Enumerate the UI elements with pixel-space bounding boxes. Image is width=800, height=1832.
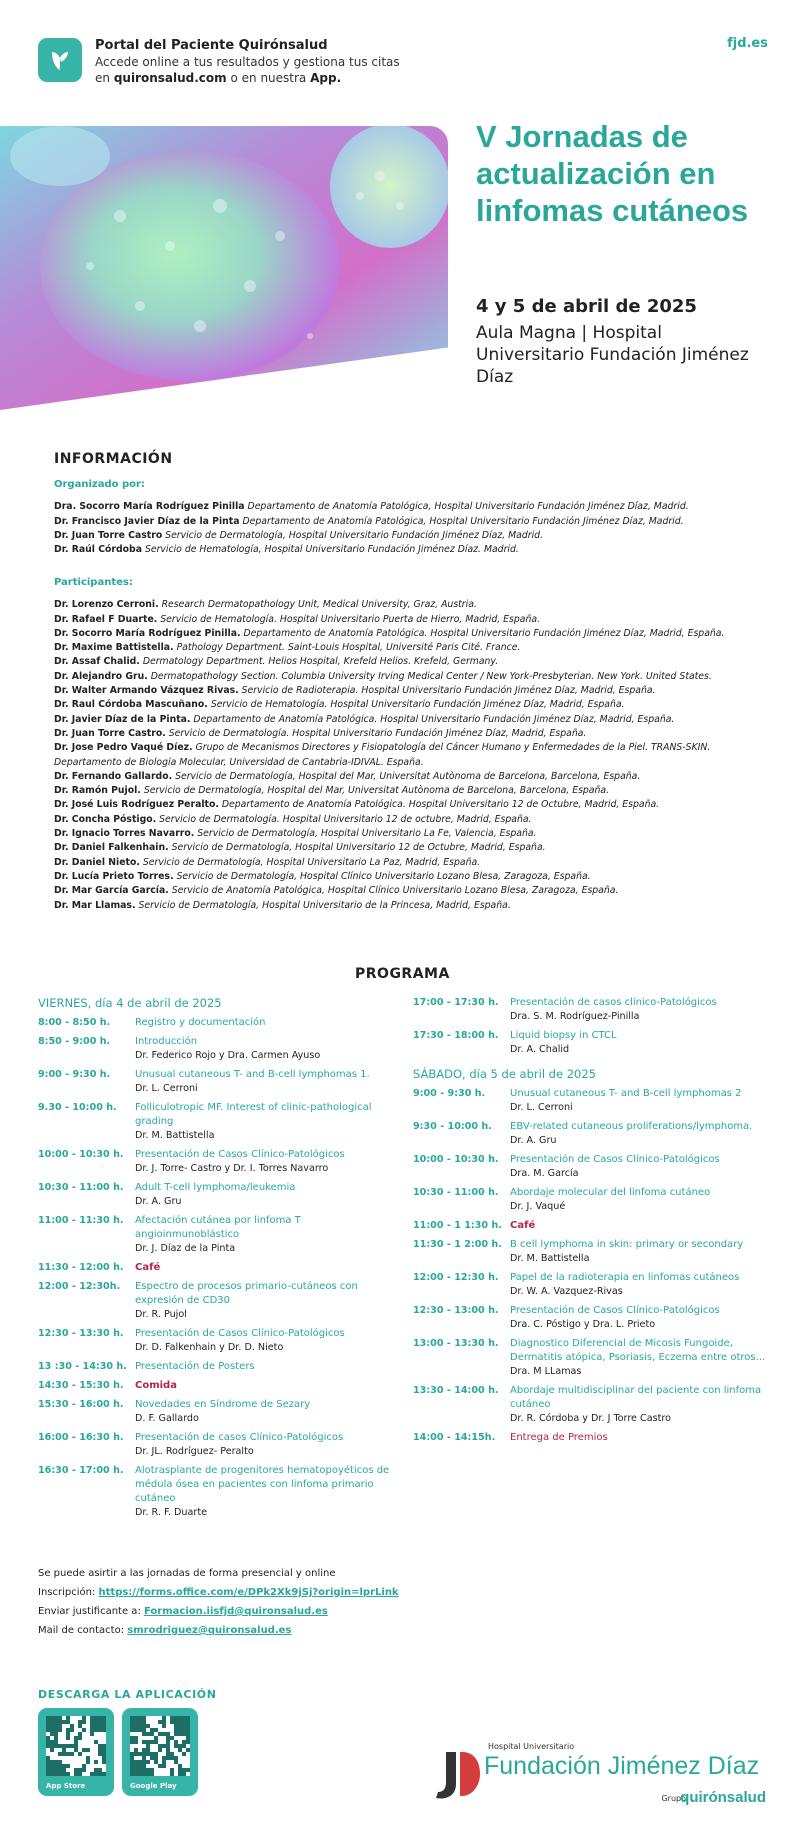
program-desc [510,1029,773,1057]
program-title: Novedades en Síndrome de Sezary [135,1399,311,1410]
person-name: Dr. Jose Pedro Vaqué Díez. [54,742,193,754]
person-name: Dr. Mar Llamas. [54,899,136,911]
program-desc [510,1304,773,1332]
person-affiliation: Servicio de Dermatología, Hospital Universitario Fundación Jiménez Díaz, Madrid. [165,529,544,541]
program-item [413,1238,773,1266]
person-affiliation: Servicio de Dermatología, Hospital Universitario La Paz, Madrid, España. [142,856,481,868]
quironsalud-brand: quirónsalud [680,1789,766,1806]
program-desc [135,1280,398,1322]
program-item [38,1016,398,1030]
program-item [413,996,773,1024]
program-time: 8:00 - 8:50 h. [38,1017,111,1028]
person-row [54,655,774,669]
participants-label: Participantes: [54,577,133,588]
justify-row: Enviar justificante a: Formacion.iisfjd@quironsalud.es [38,1606,328,1617]
program-speaker: Dra. S. M. Rodríguez-Pinilla [510,1011,640,1022]
program-speaker: Dr. M. Battistella [510,1253,590,1264]
hospital-name: Fundación Jiménez Díaz [484,1752,760,1780]
program-time: 13:30 - 14:00 h. [413,1385,499,1396]
portal-title: Portal del Paciente Quirónsalud [95,38,328,53]
program-time: 10:30 - 11:00 h. [413,1187,499,1198]
person-affiliation: Pathology Department. Saint-Louis Hospital, Université Paris Cité. France. [176,642,521,654]
person-name: Dra. Socorro María Rodríguez Pinilla [54,501,245,513]
person-row [54,899,774,913]
person-affiliation: Servicio de Dermatología. Hospital Universitario Fundación Jiménez Díaz, Madrid, España. [168,727,587,739]
program-time: 12:00 - 12:30 h. [413,1272,499,1283]
person-name: Dr. Juan Torre Castro [54,529,163,541]
program-title: Café [510,1220,536,1231]
header [38,36,768,86]
program-time: 16:00 - 16:30 h. [38,1432,124,1443]
person-row [54,613,774,627]
program-item [413,1219,773,1233]
program-speaker: Dr. J. Vaqué [510,1201,566,1212]
program-title: Comida [135,1380,177,1391]
program-time: 12:00 - 12:30h. [38,1281,121,1292]
program-title: Abordaje molecular del linfoma cutáneo [510,1187,711,1198]
program-desc [135,1214,398,1256]
google-play-qr-button[interactable] [122,1708,198,1796]
program-time: 12:30 - 13:00 h. [413,1305,499,1316]
program-title: Presentación de Casos Clínico-Patológicos [135,1149,345,1160]
person-name: Dr. Ignacio Torres Navarro. [54,828,195,840]
program-friday [38,996,398,1525]
person-row [54,727,774,741]
program-item [413,1153,773,1181]
person-name: Dr. Fernando Gallardo. [54,770,173,782]
program-desc [510,1120,773,1148]
program-item [38,1214,398,1256]
program-desc [135,1148,398,1176]
person-row [54,756,774,770]
program-time: 16:30 - 17:00 h. [38,1465,124,1476]
person-row [54,515,774,529]
person-affiliation: Servicio de Dermatología. Hospital Universitario 12 de octubre, Madrid, España. [159,813,532,825]
footer-info [38,1564,399,1640]
person-row [54,670,774,684]
person-row [54,627,774,641]
person-name: Dr. José Luis Rodríguez Peralto. [54,799,219,811]
hero-microscopy-image [0,126,448,410]
person-name: Dr. Concha Póstigo. [54,813,157,825]
qr-code-icon [46,1716,106,1776]
program-desc [135,1181,398,1209]
person-row [54,856,774,870]
program-speaker: Dra. M. García [510,1168,579,1179]
program-item [413,1087,773,1115]
program-speaker: Dr. A. Gru [510,1135,557,1146]
program-time: 11:30 - 12:00 h. [38,1262,124,1273]
person-row [54,884,774,898]
program-desc [135,1379,398,1393]
person-affiliation: Departamento de Anatomía Patológica, Hospital Universitario Fundación Jiménez Díaz, Madrid. [242,515,684,527]
person-row [54,741,774,755]
person-name: Dr. Lorenzo Cerroni. [54,599,159,611]
program-heading: PROGRAMA [355,966,450,982]
program-title: Presentación de Casos Clínico-Patológicos [510,1154,720,1165]
program-item [413,1384,773,1426]
person-affiliation: Departamento de Anatomía Patológica. Hospital Universitario 12 de Octubre, Madrid, España. [221,799,660,811]
program-item [38,1398,398,1426]
google-play-label: Google Play [130,1782,177,1790]
person-row [54,598,774,612]
person-affiliation: Servicio de Dermatología, Hospital Universitario de la Princesa, Madrid, España. [138,899,511,911]
person-row [54,698,774,712]
program-time: 11:30 - 1 2:00 h. [413,1239,502,1250]
person-row [54,529,774,543]
program-speaker: Dr. R. Córdoba y Dr. J Torre Castro [510,1413,671,1424]
program-title: Entrega de Premios [510,1432,608,1443]
program-title: Presentación de Posters [135,1361,255,1372]
program-speaker: Dr. Federico Rojo y Dra. Carmen Ayuso [135,1050,321,1061]
person-row [54,798,774,812]
person-affiliation: Departamento de Anatomía Patológica. Hospital Universitario Fundación Jiménez Díaz, Madrid, España. [193,713,675,725]
contact-row: Mail de contacto: smrodriguez@quironsalud.es [38,1625,292,1636]
program-item [38,1360,398,1374]
program-speaker: Dr. D. Falkenhain y Dr. D. Nieto [135,1342,284,1353]
program-desc [510,1337,773,1379]
program-title: Unusual cutaneous T- and B-cell lymphomas 1. [135,1069,370,1080]
program-time: 10:30 - 11:00 h. [38,1182,124,1193]
person-affiliation: Servicio de Dermatología, Hospital del Mar, Universitat Autònoma de Barcelona, Barcelona, España. [143,785,610,797]
person-affiliation: Dermatology Department. Helios Hospital, Krefeld Helios. Krefeld, Germany. [142,656,499,668]
program-desc [510,1238,773,1266]
person-row [54,870,774,884]
program-desc [510,1384,773,1426]
program-desc [135,1068,398,1096]
person-affiliation: Servicio de Hematología, Hospital Universitario Fundación Jiménez Díaz. Madrid. [144,544,519,556]
program-speaker: Dr. M. Battistella [135,1130,215,1141]
program-desc [135,1431,398,1459]
program-time: 13 :30 - 14:30 h. [38,1361,127,1372]
site-link[interactable]: fjd.es [727,36,768,51]
program-item [413,1120,773,1148]
program-time: 10:00 - 10:30 h. [38,1149,124,1160]
qr-code-icon [130,1716,190,1776]
program-time: 9:30 - 10:00 h. [413,1121,492,1132]
person-affiliation: Servicio de Dermatología, Hospital del Mar, Universitat Autònoma de Barcelona, Barcelona, España. [175,770,641,782]
program-item [38,1280,398,1322]
program-speaker: Dr. R. Pujol [135,1309,187,1320]
program-item [38,1101,398,1143]
program-right-column [413,996,773,1450]
program-title: Introducción [135,1036,198,1047]
attend-note: Se puede asirtir a las jornadas de forma presencial y online [38,1568,336,1579]
program-title: Afectación cutánea por linfoma T angioinmunoblástico [135,1215,301,1240]
hospital-logo [432,1742,772,1814]
portal-subtitle: Accede online a tus resultados y gestiona tus citas [95,55,400,69]
person-name: Dr. Lucía Prieto Torres. [54,870,174,882]
person-row [54,770,774,784]
program-title: Café [135,1262,161,1273]
program-title: Espectro de procesos primario-cutáneos con expresión de CD30 [135,1281,358,1306]
leaf-icon [48,48,72,72]
program-time: 9:00 - 9:30 h. [413,1088,486,1099]
person-affiliation: Servicio de Hematología. Hospital Universitario Puerta de Hierro, Madrid, España. [160,613,541,625]
program-title: Presentación de Casos Clínico-Patológicos [135,1328,345,1339]
program-desc [135,1035,398,1063]
person-affiliation: Servicio de Radioterapia. Hospital Universitario Fundación Jiménez Díaz, Madrid, España. [241,685,656,697]
program-speaker: Dr. A. Gru [135,1196,182,1207]
person-name: Dr. Raul Córdoba Mascuñano. [54,699,208,711]
person-name: Dr. Assaf Chalid. [54,656,140,668]
program-title: Presentación de Casos Clínico-Patológicos [510,1305,720,1316]
program-desc [510,1431,773,1445]
program-desc [510,1271,773,1299]
person-affiliation: Research Dermatopathology Unit, Medical University, Graz, Austria. [161,599,477,611]
program-title: Diagnostico Diferencial de Micosis Fungoide, Dermatitis atópica, Psoriasis, Eczema entre otros... [510,1338,766,1363]
person-row [54,641,774,655]
program-item [38,1181,398,1209]
program-time: 17:30 - 18:00 h. [413,1030,499,1041]
program-title: Unusual cutaneous T- and B-cell lymphomas 2 [510,1088,742,1099]
program-title: B cell lymphoma in skin: primary or secondary [510,1239,744,1250]
program-desc [135,1464,398,1520]
program-time: 17:00 - 17:30 h. [413,997,499,1008]
program-item [413,1186,773,1214]
download-heading: DESCARGA LA APLICACIÓN [38,1688,217,1701]
quironsalud-logo[interactable] [38,38,82,82]
person-name: Dr. Javier Díaz de la Pinta. [54,713,191,725]
person-affiliation: Grupo de Mecanismos Directores y Fisiopatología del Cáncer Humano y Enfermedades de la Piel. TRANS-SKIN. [195,742,711,754]
program-desc [135,1360,398,1374]
program-desc [135,1327,398,1355]
app-store-label: App Store [46,1782,86,1790]
program-title: Registro y documentación [135,1017,266,1028]
program-speaker: D. F. Gallardo [135,1413,199,1424]
program-title: Papel de la radioterapia en linfomas cutáneos [510,1272,740,1283]
person-row [54,543,774,557]
program-desc [510,1087,773,1115]
program-time: 12:30 - 13:30 h. [38,1328,124,1339]
program-item [38,1261,398,1275]
program-speaker: Dra. C. Póstigo y Dra. L. Prieto [510,1319,656,1330]
program-item [413,1337,773,1379]
day-heading-friday: VIERNES, día 4 de abril de 2025 [38,996,222,1010]
person-name: Dr. Mar García García. [54,885,169,897]
program-desc [135,1101,398,1143]
program-speaker: Dr. L. Cerroni [510,1102,573,1113]
program-item [38,1431,398,1459]
fjd-logo-icon [432,1748,482,1804]
portal-subtitle-2: en quironsalud.com o en nuestra App. [95,71,342,85]
program-speaker: Dr. A. Chalid [510,1044,570,1055]
person-affiliation: Departamento de Anatomía Patológica, Hospital Universitario Fundación Jiménez Díaz, Madrid. [247,501,689,513]
program-title: Folliculotropic MF. Interest of clinic-pathological grading [135,1102,372,1127]
app-store-qr-button[interactable] [38,1708,114,1796]
program-time: 14:00 - 14:15h. [413,1432,496,1443]
program-title: Alotrasplante de progenitores hematopoyéticos de médula ósea en pacientes con linfoma primario cutáneo [135,1465,390,1504]
quironsalud-link[interactable]: quironsalud.com [113,71,227,85]
program-speaker: Dr. R. F. Duarte [135,1507,208,1518]
program-time: 11:00 - 1 1:30 h. [413,1220,502,1231]
program-speaker: Dr. JL. Rodríguez- Peralto [135,1446,254,1457]
person-affiliation: Servicio de Dermatología, Hospital Universitario La Fe, Valencia, España. [197,828,537,840]
person-affiliation: Servicio de Hematología. Hospital Universitario Fundación Jiménez Díaz, Madrid, España. [210,699,625,711]
program-item [413,1271,773,1299]
program-item [413,1029,773,1057]
person-affiliation: Servicio de Dermatología, Hospital Clínico Universitario Lozano Blesa, Zaragoza, España. [176,870,591,882]
program-desc [510,1153,773,1181]
inscription-link[interactable]: https://forms.office.com/e/DPk2Xk9jSj?origin=lprLink [98,1587,399,1598]
program-item [38,1464,398,1520]
program-speaker: Dr. W. A. Vazquez-Rivas [510,1286,623,1297]
program-title: Presentación de casos clínico-Patológicos [510,997,717,1008]
program-title: EBV-related cutaneous proliferations/lymphoma. [510,1121,753,1132]
justify-link[interactable]: Formacion.iisfjd@quironsalud.es [144,1606,328,1617]
person-row [54,500,774,514]
person-affiliation: Servicio de Dermatología, Hospital Universitario 12 de Octubre, Madrid, España. [171,842,546,854]
program-time: 9.30 - 10:00 h. [38,1102,117,1113]
event-venue: Aula Magna | Hospital Universitario Fundación Jiménez Díaz [476,323,749,387]
hospital-small-text: Hospital Universitario [488,1742,575,1751]
program-item [413,1431,773,1445]
person-name: Dr. Juan Torre Castro. [54,727,166,739]
person-name: Dr. Ramón Pujol. [54,785,141,797]
person-affiliation: Departamento de Biología Molecular, Universidad de Cantabria-IDIVAL. España. [54,756,424,768]
person-row [54,713,774,727]
person-name: Dr. Walter Armando Vázquez Rivas. [54,685,239,697]
program-title: Abordaje multidisciplinar del paciente con linfoma cutáneo [510,1385,762,1410]
program-time: 13:00 - 13:30 h. [413,1338,499,1349]
person-row [54,784,774,798]
person-name: Dr. Maxime Battistella. [54,642,174,654]
person-affiliation: Departamento de Anatomía Patológica. Hospital Universitario Fundación Jiménez Díaz, Madrid, España. [243,627,725,639]
program-speaker: Dr. J. Díaz de la Pinta [135,1243,236,1254]
program-time: 9:00 - 9:30 h. [38,1069,111,1080]
person-row [54,841,774,855]
participants-section [54,576,774,913]
person-name: Dr. Raúl Córdoba [54,544,142,556]
event-title: V Jornadas de actualización en linfomas cutáneos [476,119,749,228]
program-time: 15:30 - 16:00 h. [38,1399,124,1410]
program-desc [135,1398,398,1426]
contact-link[interactable]: smrodriguez@quironsalud.es [127,1625,292,1636]
program-speaker: Dra. M LLamas [510,1366,582,1377]
person-name: Dr. Francisco Javier Díaz de la Pinta [54,515,240,527]
program-desc [135,1016,398,1030]
program-speaker: Dr. J. Torre- Castro y Dr. I. Torres Navarro [135,1163,329,1174]
event-date: 4 y 5 de abril de 2025 [476,296,697,317]
program-desc [135,1261,398,1275]
person-name: Dr. Socorro María Rodríguez Pinilla. [54,627,241,639]
program-title: Adult T-cell lymphoma/leukemia [135,1182,296,1193]
program-time: 11:00 - 11:30 h. [38,1215,124,1226]
program-item [38,1327,398,1355]
day-heading-saturday: SÁBADO, día 5 de abril de 2025 [413,1067,596,1081]
info-heading: INFORMACIÓN [54,451,173,467]
program-desc [510,1186,773,1214]
program-desc [510,1219,773,1233]
program-item [38,1035,398,1063]
program-item [38,1148,398,1176]
inscription-row: Inscripción: https://forms.office.com/e/DPk2Xk9jSj?origin=lprLink [38,1587,399,1598]
person-row [54,827,774,841]
person-affiliation: Servicio de Anatomía Patológica, Hospital Clínico Universitario Lozano Blesa, Zaragoza, España. [171,885,619,897]
program-time: 8:50 - 9:00 h. [38,1036,111,1047]
program-item [38,1379,398,1393]
person-affiliation: Dermatopathology Section. Columbia University Irving Medical Center / New York-Presbyterian. New York. United States. [150,670,712,682]
person-name: Dr. Daniel Falkenhain. [54,842,169,854]
program-speaker: Dr. L. Cerroni [135,1083,198,1094]
program-item [413,1304,773,1332]
program-title: Presentación de casos Clínico-Patológicos [135,1432,344,1443]
program-title: Liquid biopsy in CTCL [510,1030,617,1041]
grupo-label: Grupo [661,1794,686,1803]
person-name: Dr. Daniel Nieto. [54,856,140,868]
program-time: 14:30 - 15:30 h. [38,1380,124,1391]
person-name: Dr. Alejandro Gru. [54,670,148,682]
person-row [54,813,774,827]
program-item [38,1068,398,1096]
person-name: Dr. Rafael F Duarte. [54,613,158,625]
organized-label: Organizado por: [54,479,145,490]
program-desc [510,996,773,1024]
organizers-section [54,478,774,557]
program-time: 10:00 - 10:30 h. [413,1154,499,1165]
person-row [54,684,774,698]
